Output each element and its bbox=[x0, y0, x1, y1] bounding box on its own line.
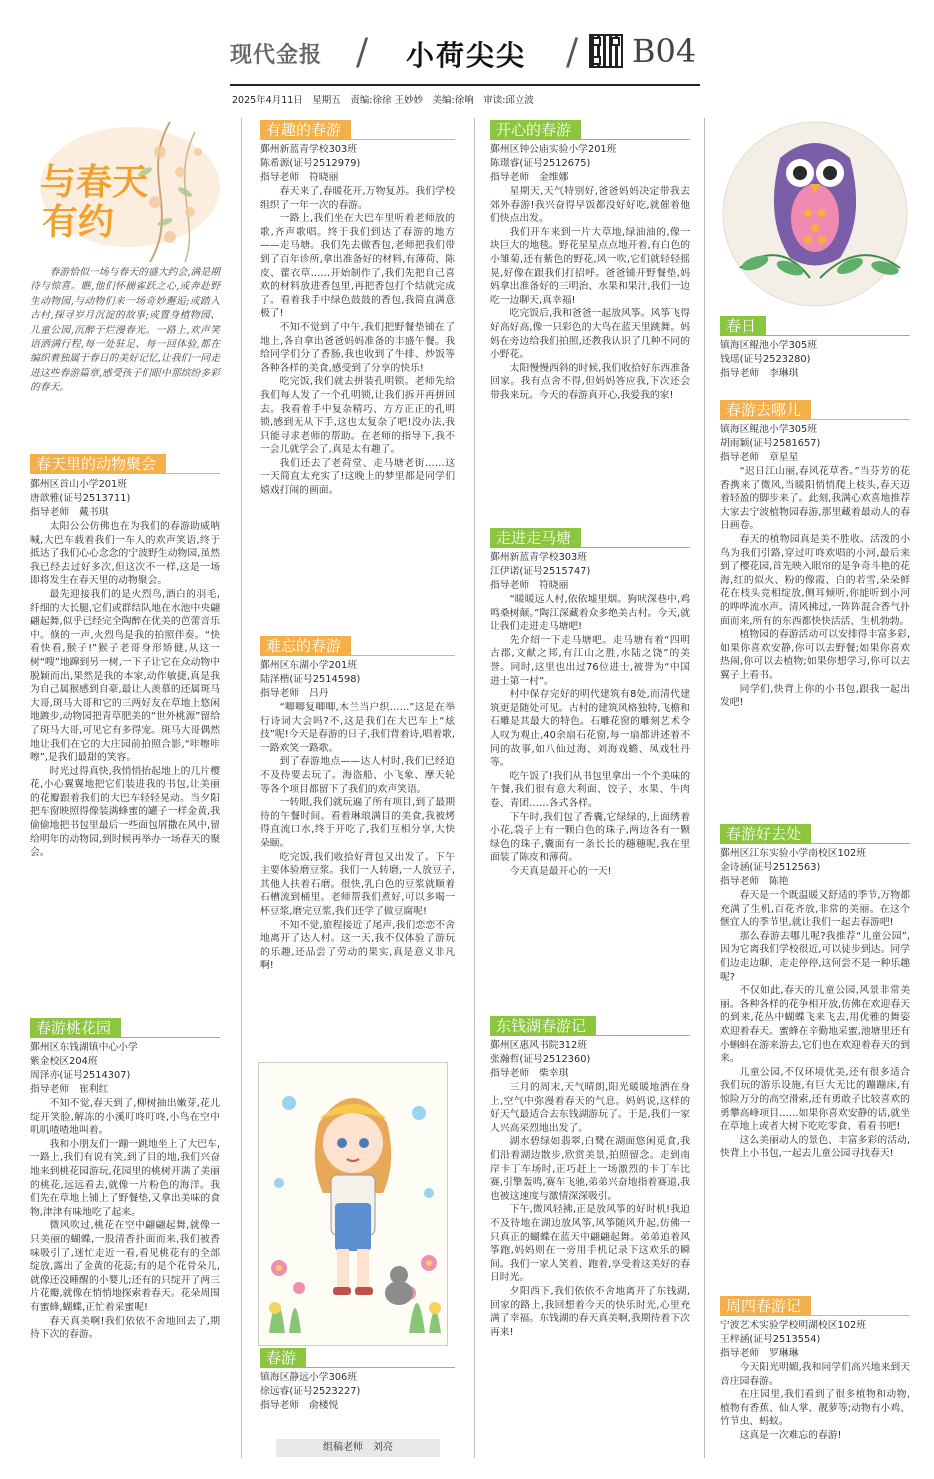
editor-credit: 组稿老师 刘亮 bbox=[276, 1439, 440, 1457]
article-title-bar bbox=[490, 528, 690, 548]
article-title: 走进走马塘 bbox=[490, 528, 581, 548]
article-title-bar bbox=[490, 1016, 690, 1036]
article-title-bar bbox=[260, 636, 455, 656]
article-body: “暖暖远人村,依依墟里烟。狗吠深巷中,鸡鸣桑树颠。”陶江深藏着众多绝美古村。今天,就让我们走进走马塘吧! 先介绍一下走马塘吧。走马塘有着“四明古郡,文献之邦,有江山之胜,水陆之饶”的美誉。同时,这里也出过76位进士,被誉为“中国进士第一村”。 村中保存完好的明代建筑有8处,而清代建筑更是随处可见。古村的建筑风格独特,飞檐和石雕是其最大的特色。石雕花窗的雕刻艺术令人叹为观止,40余扇石花窗,每一扇都讲述着不同的故事,如八仙过海、刘海戏蟾、凤戏牡丹等。 吃午饭了!我们从书包里拿出一个个美味的午餐,我们很有意大利面、饺子、水果、牛肉卷、青团……各式各样。 下午时,我们包了香囊,它绿绿的,上面绣着小花,袋子上有一颗白色的珠子,两边各有一颗绿色的珠子,囊面有一条长长的穗穗呢,我在里面装了陈皮和薄荷。 今天真是最开心的一天! bbox=[490, 594, 690, 877]
author: 唐歆雅(证号2513711) bbox=[30, 493, 131, 504]
teacher: 指导老师 陈艳 bbox=[720, 876, 789, 887]
article-zoujin-zoumatang bbox=[490, 551, 690, 878]
child-drawing-girl bbox=[259, 1063, 447, 1345]
article-body: 三月的周末,天气晴朗,阳光暖暖地洒在身上,空气中弥漫着春天的气息。妈妈说,这样的好天气最适合去东钱湖游玩了。于是,我们一家人兴高采烈地出发了。 湖水碧绿如翡翠,白鹭在湖面悠闲觅食,我们沿着湖边散步,欣赏美景,拍照留念。走到南岸卡丁车场时,正巧赶上一场激烈的卡丁车比赛,引擎轰鸣,赛车飞驰,弟弟兴奋地指着赛道,我也被这速度与激情深深吸引。 下午,微风轻拂,正是放风筝的好时机!我迫不及待地在湖边放风筝,风筝随风升起,仿佛一只真正的蝴蝶在蓝天中翩翩起舞。弟弟追着风筝跑,妈妈则在一旁用手机记录下这欢乐的瞬间。我们一家人笑着、跑着,享受着这美好的春日时光。 夕阳西下,我们依依不舍地离开了东钱湖,回家的路上,我回想着今天的快乐时光,心里充满了幸福。东钱湖的春天真美啊,我期待着下次再来! bbox=[490, 1082, 690, 1338]
painting-girl-in-garden bbox=[258, 1062, 448, 1346]
intro-title: 与春天 有约 bbox=[40, 161, 149, 243]
paper-name: 现代金报 bbox=[230, 42, 323, 68]
article-title: 有趣的春游 bbox=[260, 120, 351, 140]
article-title: 难忘的春游 bbox=[260, 636, 351, 656]
header-rule bbox=[230, 84, 700, 86]
article-zhousi-chunyou bbox=[720, 1319, 910, 1443]
dateline: 2025年4月11日 星期五 责编:徐徐 王妙妙 美编:徐响 审读:邱立波 bbox=[232, 95, 534, 106]
article-title: 春游桃花园 bbox=[30, 1018, 121, 1038]
qr-code-icon bbox=[589, 34, 623, 68]
article-chunyou-haoquchu bbox=[720, 847, 910, 1161]
article-taohuayuan bbox=[30, 1041, 220, 1342]
painting-title: 春日 bbox=[720, 316, 766, 336]
article-title-bar bbox=[720, 824, 910, 844]
teacher: 指导老师 柴幸琪 bbox=[490, 1068, 569, 1079]
article-body: 春天来了,春暖花开,万物复苏。我们学校组织了一年一次的春游。 一路上,我们坐在大巴车里听着老师放的歌,齐声歌唱。终于我们到达了春游的地方——走马塘。我们先去做香包,老师把我们带到了百年诊所,拿出准备好的材料,有薄荷、陈皮、藿衣草……开始制作了,我们先把自己喜欢的材料放进香包里,再把香包打个结就完成了。看着我手中绿色鼓鼓的香包,我简直满意极了! 不知不觉到了中午,我们把野餐垫铺在了地上,各自拿出爸爸妈妈准备的丰盛午餐。我给同学们分了香肠,我也收到了牛排、炒饭等各种各样的美食,感受到了分享的快乐! 吃完饭,我们就去拼装孔明锁。老师先给我们每人发了一个孔明锁,让我们拆开再拼回去。我看着手中复杂精巧、方方正正的孔明锁,感到无从下手,这也太复杂了吧!没办法,我只能寻求老师的帮助。在老师的指导下,我不一会儿就学会了,真是太有趣了。 我们还去了老荷堂、走马塘老街……这一天简直太充实了!这晚上的梦里都是同学们嬉戏打闹的画面。 bbox=[260, 186, 455, 497]
article-title: 春游好去处 bbox=[720, 824, 811, 844]
article-title-bar bbox=[30, 454, 220, 474]
article-title-bar bbox=[720, 1296, 910, 1316]
painting-title: 春游 bbox=[260, 1348, 306, 1368]
teacher: 指导老师 俞楼悦 bbox=[260, 1400, 339, 1411]
author: 胡雨颖(证号2581657) bbox=[720, 438, 821, 449]
painting-title-bar bbox=[720, 316, 910, 336]
teacher: 指导老师 金维娜 bbox=[490, 172, 569, 183]
painting-owl bbox=[720, 118, 910, 310]
page-number: B04 bbox=[632, 32, 697, 70]
author: 周泽亦(证号2514307) bbox=[30, 1070, 131, 1081]
author: 江伊诺(证号2515747) bbox=[490, 566, 591, 577]
column-rule bbox=[474, 118, 475, 1458]
painting-credit bbox=[260, 1371, 455, 1413]
intro-text: 春游恰似一场与春天的盛大约会,满是期待与惊喜。瞧,他们怀揣雀跃之心,或奔赴野生动物园,与动物们来一场奇妙邂逅;或踏入古村,探寻岁月沉淀的故事;或置身植物园、儿童公园,沉醉于烂漫春光。一路上,欢声笑语洒满行程,每一处驻足、每一回体验,都在编织着独属于春日的美好记忆,让我们一同走进这些春游篇章,感受孩子们眼中那缤纷多彩的春天。 bbox=[30, 267, 220, 394]
article-body: 春天是一个既温暖又舒适的季节,万物都充满了生机,百花齐放,非常的美丽。在这个惬宜人的季节里,就让我们一起去春游吧! 那么春游去哪儿呢?我推荐“儿童公园”,因为它离我们学校很近,可以徒步到达。同学们边走边聊、走走停停,这何尝不是一种乐趣呢? 不仅如此,春天的儿童公园,风景非常美丽。各种各样的花争相开放,仿佛在欢迎春天的到来,花丛中蝴蝶飞来飞去,用优雅的舞姿欢迎着春天。蜜蜂在辛勤地采蜜,池塘里还有小蝌蚪在游来游去,它们也在欢迎着春天的到来。 儿童公园,不仅环境优美,还有很多适合我们玩的游乐设施,有巨大无比的蹦蹦床,有惊险万分的高空滑索,还有勇敢子比较喜欢的勇攀高峰项目……如果你喜欢安静的话,就坐在草地上或者大树下吃吃零食、看看书吧! 这么美丽动人的景色、丰富多彩的活动,快背上小书包,一起去儿童公园寻找春天! bbox=[720, 890, 910, 1160]
article-nanwang-chunyou bbox=[260, 659, 455, 973]
school: 鄞州区钟公庙实验小学201班 bbox=[490, 144, 617, 155]
article-youqu-chunyou bbox=[260, 143, 455, 498]
school-campus: 紫金校区204班 bbox=[30, 1056, 98, 1067]
teacher: 指导老师 李琳琪 bbox=[720, 368, 799, 379]
article-title-bar bbox=[260, 120, 455, 140]
school: 宁波艺术实验学校明湖校区102班 bbox=[720, 1320, 867, 1331]
author: 张瀚哲(证号2512360) bbox=[490, 1054, 591, 1065]
article-body: 不知不觉,春天到了,柳树抽出嫩芽,花儿绽开笑脸,解冻的小溪叮咚叮咚,小鸟在空中叽叽喳喳地叫着。 我和小朋友们一蹦一跳地坐上了大巴车,一路上,我们有说有笑,到了目的地,我们兴奋地来到桃花园游玩,花园里的桃树开满了美丽的桃花,远远看去,就像一片粉色的海洋。我们先在草地上铺上了野餐垫,又拿出美味的食物,津津有味地吃了起来。 微风吹过,桃花在空中翩翩起舞,就像一只美丽的蝴蝶,一股清香扑面而来,我们被香味吸引了,迷忙走近一看,看见桃花有的全部绽放,露出了金黄的花蕊;有的是个花骨朵儿,就像还没睡醒的小婴儿;还有的只绽开了两三片花瓣,就像在悄悄地探索着春天。花朵周围有蜜蜂,蝴蝶,正忙着采蜜呢! 春天真美啊!我们依依不舍地回去了,期待下次的春游。 bbox=[30, 1098, 220, 1341]
divider-slash: / bbox=[356, 32, 369, 73]
column-rule bbox=[241, 118, 242, 1458]
painting-credit bbox=[720, 339, 910, 381]
masthead bbox=[230, 28, 700, 88]
author: 陆泽楷(证号2514598) bbox=[260, 674, 361, 685]
school: 镇海区静远小学306班 bbox=[260, 1372, 358, 1383]
school: 鄞州新蓝青学校303班 bbox=[260, 144, 358, 155]
article-title-bar bbox=[30, 1018, 220, 1038]
article-title: 春天里的动物聚会 bbox=[30, 454, 166, 474]
article-dongqianhu bbox=[490, 1039, 690, 1339]
article-title: 春游去哪儿 bbox=[720, 400, 811, 420]
article-body: 今天阳光明媚,我和同学们高兴地来到天音庄园春游。 在庄园里,我们看到了很多植物和动物,植物有香蕉、仙人掌、靓萝等;动物有小鸡、竹节虫、蚂蚁。 这真是一次难忘的春游! bbox=[720, 1362, 910, 1441]
school: 鄞州区江东实验小学南校区102班 bbox=[720, 848, 867, 859]
school: 鄞州区惠风书院312班 bbox=[490, 1040, 588, 1051]
author: 陈璟睿(证号2512675) bbox=[490, 158, 591, 169]
article-body: 星期天,天气特别好,爸爸妈妈决定带我去郊外春游!我兴奋得早饭都没好好吃,就催着他们快点出发。 我们开车来到一片大草地,绿油油的,像一块巨大的地毯。野花星星点点地开着,有白色的小雏菊,还有紫色的野花,风一吹,它们就轻轻摇晃,好像在跟我们打招呼。爸爸铺开野餐垫,妈妈拿出准备好的三明治、水果和果汁,我们一边吃一边聊天,真幸福! 吃完饭后,我和爸爸一起放风筝。风筝飞得好高好高,像一只彩色的大鸟在蓝天里跳舞。妈妈在旁边给我们拍照,还教我认识了几种不同的小野花。 太阳慢慢西斜的时候,我们收拾好东西准备回家。我有点舍不得,但妈妈答应我,下次还会带我来玩。今天的春游真开心,我爱我的家! bbox=[490, 186, 690, 401]
school: 鄞州区东钱湖镇中心小学 bbox=[30, 1042, 138, 1053]
article-body: “唧唧复唧唧,木兰当户织……”这是在举行诗词大会吗?不,这是我们在大巴车上“炫技”呢!今天是春游的日子,我们背着诗,唱着歌,一路欢笑一路歌。 到了春游地点——达人村时,我们已经迫不及待要去玩了。海盗船、小飞象、摩天轮等各个项目都留下了我们的欢声笑语。 一转眼,我们就玩遍了所有项目,到了最期待的午餐时间。看着琳琅满目的美食,我被烤得直流口水,终于开吃了,我们互相分享,大快朵颐。 吃完饭,我们收拾好背包又出发了。下午主要体验磨豆浆。我们一人转磨,一人放豆子,其他人扶着石磨。很快,乳白色的豆浆就顺着石槽流到桶里。老师帮我们煮好,可以多喝一杯豆浆,磨完豆浆,我们还学了做豆腐呢! 不知不觉,旅程接近了尾声,我们恋恋不舍地离开了达人村。这一天,我不仅体验了游玩的乐趣,还品尝了劳动的果实,真是意义非凡啊! bbox=[260, 702, 455, 972]
author: 徐远睿(证号2523227) bbox=[260, 1386, 361, 1397]
painting-title-bar bbox=[260, 1348, 455, 1368]
school: 鄞州区东湖小学201班 bbox=[260, 660, 358, 671]
teacher: 指导老师 崔利红 bbox=[30, 1084, 109, 1095]
teacher: 指导老师 符晓丽 bbox=[490, 580, 569, 591]
school: 鄞州新蓝青学校303班 bbox=[490, 552, 588, 563]
author: 陈希源(证号2512979) bbox=[260, 158, 361, 169]
author: 钱瑶(证号2523280) bbox=[720, 354, 811, 365]
teacher: 指导老师 符晓丽 bbox=[260, 172, 339, 183]
school: 镇海区鲲池小学305班 bbox=[720, 340, 818, 351]
article-chunyou-dongwu bbox=[30, 478, 220, 860]
author: 王梓涵(证号2513554) bbox=[720, 1334, 821, 1345]
article-kaixin-chunyou bbox=[490, 143, 690, 403]
teacher: 指导老师 吕丹 bbox=[260, 688, 329, 699]
article-title: 周四春游记 bbox=[720, 1296, 811, 1316]
teacher: 指导老师 章星星 bbox=[720, 452, 799, 463]
section-name: 小荷尖尖 bbox=[406, 39, 527, 72]
article-title: 东钱湖春游记 bbox=[490, 1016, 596, 1036]
article-title: 开心的春游 bbox=[490, 120, 581, 140]
teacher: 指导老师 罗琳琳 bbox=[720, 1348, 799, 1359]
school: 镇海区鲲池小学305班 bbox=[720, 424, 818, 435]
article-chunyou-qunar bbox=[720, 423, 910, 710]
column-rule bbox=[704, 118, 705, 1458]
teacher: 指导老师 戴书琪 bbox=[30, 507, 109, 518]
article-title-bar bbox=[490, 120, 690, 140]
divider-slash: / bbox=[566, 32, 579, 73]
article-body: 太阳公公仿佛也在为我们的春游助威呐喊,大巴车载着我们一车人的欢声笑语,终于抵达了我们心心念念的宁波野生动物园,虽然我已经去过好多次,但这次不一样,这是一场即将发生在春天里的动物聚会。 最先迎接我们的是火烈鸟,酒白的羽毛,纤细的大长腿,它们或群结队地在水池中央翩翩起舞,似乎已经完全陶醉在优美的芭蕾音乐中。倏的一声,火烈鸟是我的拍照伴奏。“快看快看,猴子!”猴子老哥身形矫健,从这一树“嗖”地蹿到另一树,一下子让它在众动物中脱颖而出,果然是我的本家,动作敏捷,真是我为自己属猴感到自豪,最让人羡慕的还属斑马大哥,斑马大哥和它的三两好友在草地上悠闲地踱步,动物园把青草肥美的“世外桃源”留给了斑马大哥,可见它有多得宠。斑马大哥偶然地让我们在它的大庄园前拍照合影,“咔嚓咔嚓”,是我们最甜的笑容。 时光过得真快,我悄悄抬起地上的几片樱花,小心翼翼地把它们装进我的书包,让美丽的花瓣跟着我们的大巴车轻轻晃动。当夕阳把车窗映照得像装满蜂蜜的罐子一样金黄,我偷偷地把书包里最后一些面包屑撒在风中,留给明年的动物园,到时候再举办一场春天的聚会。 bbox=[30, 521, 220, 859]
article-body: “迟日江山丽,春风花草香。”当芬芳的花香携来了微风,当暖阳悄悄爬上枝头,春天迈着轻盈的脚步来了。此刻,我满心欢喜地推荐大家去宁波植物园春游,那里藏着最动人的春日画卷。 春天的植物园真是美不胜收。活泼的小鸟为我们引路,穿过叮咚欢唱的小河,最后来到了樱花园,首先映入眼帘的是争奇斗艳的花海,红的似火、粉的像霞、白的若雪,朵朵鲜花在枝头竞相绽放,侧耳倾听,你能听到小河的哗哗流水声。清风拂过,一阵阵混合香气扑面而来,所有的东西都快快活活、生机勃勃。 植物园的春游活动可以安排得丰富多彩,如果你喜欢安静,你可以去野餐;如果你喜欢热闹,你可以去植物;如果你想学习,你可以去翼子上看书。 同学们,快背上你的小书包,跟我一起出发吧! bbox=[720, 466, 910, 709]
child-drawing-owl bbox=[720, 118, 910, 310]
author: 金诗涵(证号2512563) bbox=[720, 862, 821, 873]
article-title-bar bbox=[720, 400, 910, 420]
school: 鄞州区首山小学201班 bbox=[30, 479, 128, 490]
